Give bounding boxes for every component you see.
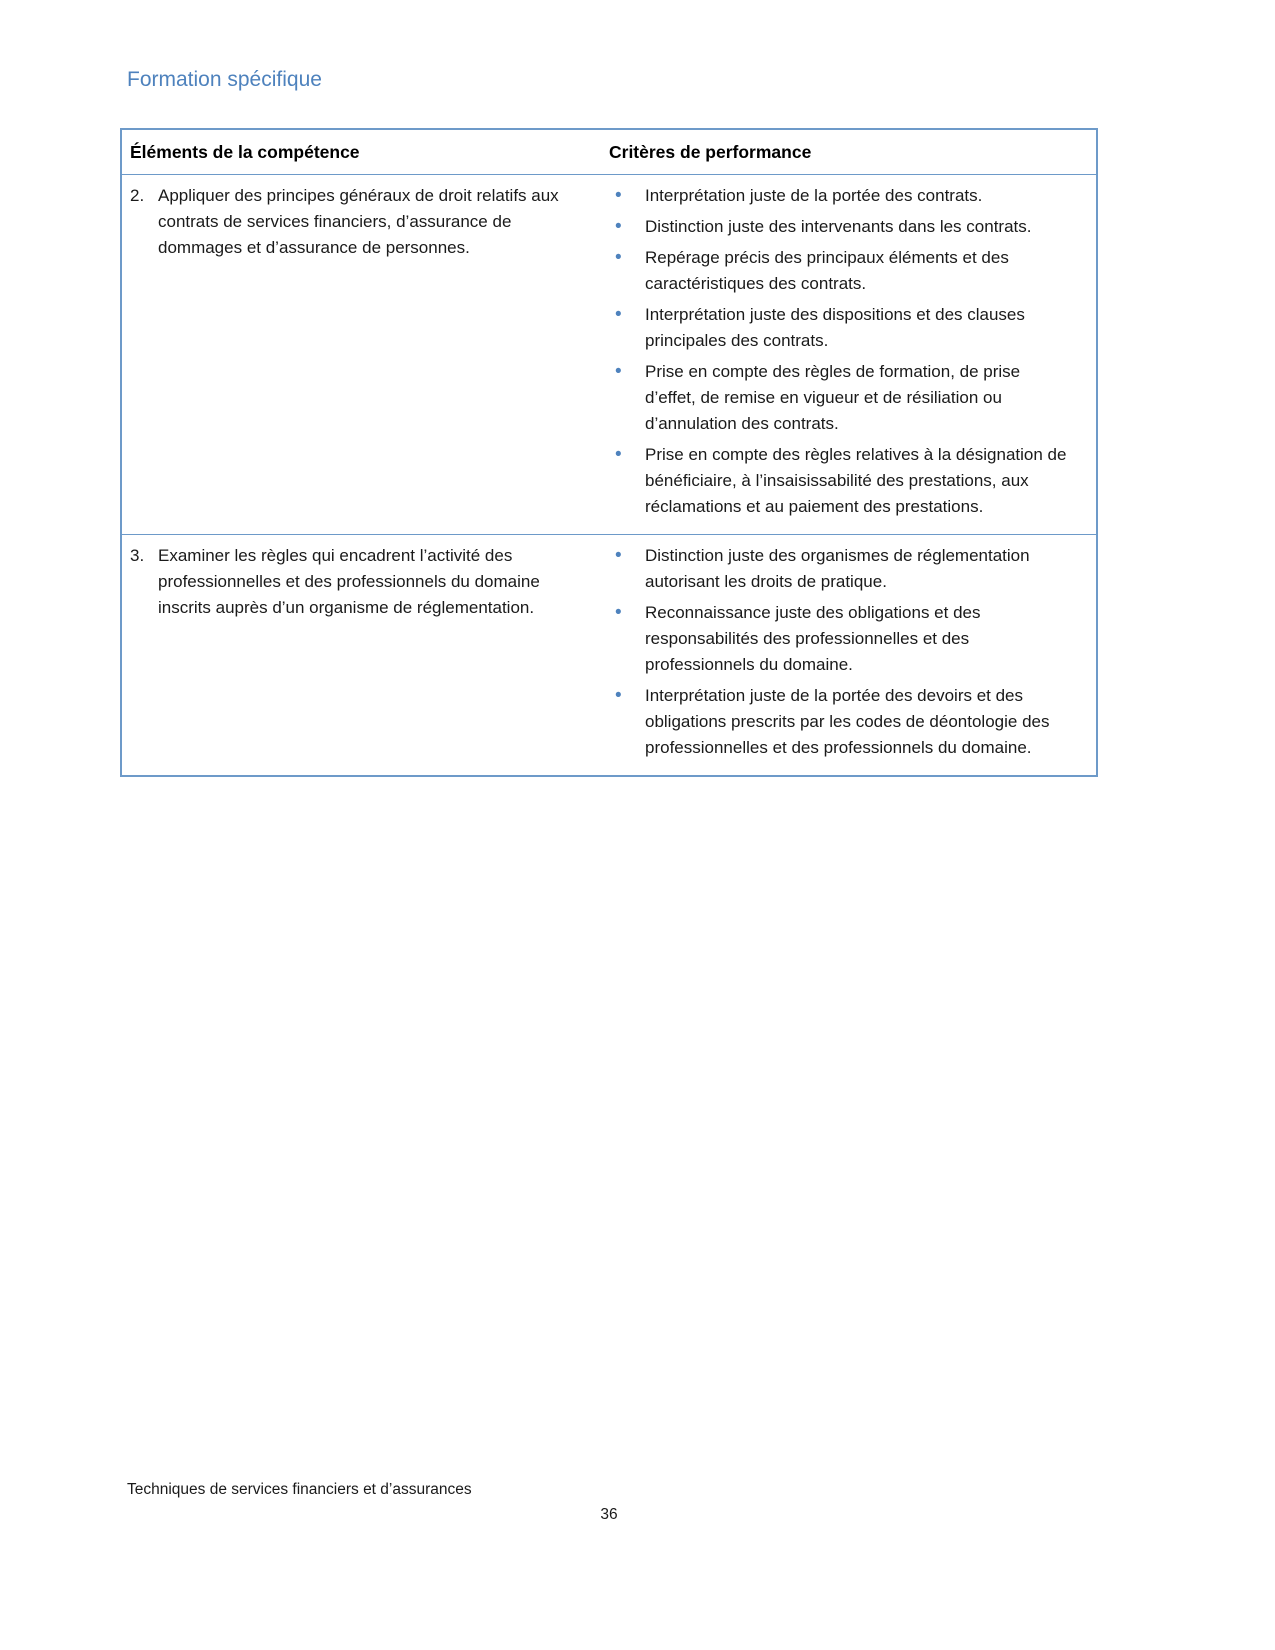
competence-table bbox=[120, 128, 1098, 777]
page-number: 36 bbox=[600, 1506, 618, 1523]
criterion: • Interprétation juste des dispositions et des clauses principales des contrats. bbox=[614, 302, 1074, 354]
criteria-list bbox=[614, 543, 1074, 761]
criterion: • Prise en compte des règles relatives à la désignation de bénéficiaire, à l’insaisissabilité des prestations, aux réclamations et au paiement des prestations. bbox=[614, 442, 1074, 520]
table-header-row bbox=[121, 129, 1097, 175]
table-row bbox=[121, 175, 1097, 535]
criterion: • Distinction juste des intervenants dans les contrats. bbox=[614, 214, 1074, 240]
table-row bbox=[121, 535, 1097, 777]
element-cell bbox=[121, 175, 601, 535]
criterion: • Interprétation juste de la portée des devoirs et des obligations prescrits par les codes de déontologie des professionnelles et des professionnels du domaine. bbox=[614, 683, 1074, 761]
element-cell bbox=[121, 535, 601, 777]
footer-document-title: Techniques de services financiers et d’assurances bbox=[127, 1481, 472, 1498]
column-header-elements: Éléments de la compétence bbox=[121, 129, 601, 175]
element-text: Examiner les règles qui encadrent l’activité des professionnelles et des professionnels du domaine inscrits auprès d’un organisme de réglementation. bbox=[158, 546, 540, 617]
criterion: • Reconnaissance juste des obligations et des responsabilités des professionnelles et des professionnels du domaine. bbox=[614, 600, 1074, 678]
criteria-cell bbox=[601, 175, 1097, 535]
criterion: • Interprétation juste de la portée des contrats. bbox=[614, 183, 1074, 209]
element-number: 2. bbox=[130, 186, 145, 205]
criterion: • Prise en compte des règles de formation, de prise d’effet, de remise en vigueur et de résiliation ou d’annulation des contrats. bbox=[614, 359, 1074, 437]
element-text: Appliquer des principes généraux de droit relatifs aux contrats de services financiers, d’assurance de dommages et d’assurance de personnes. bbox=[158, 186, 559, 257]
element-number: 3. bbox=[130, 546, 145, 565]
column-header-criteria: Critères de performance bbox=[601, 129, 1097, 175]
criteria-list bbox=[614, 183, 1074, 520]
section-label: Formation spécifique bbox=[127, 68, 322, 91]
criterion: • Distinction juste des organismes de réglementation autorisant les droits de pratique. bbox=[614, 543, 1074, 595]
criterion: • Repérage précis des principaux éléments et des caractéristiques des contrats. bbox=[614, 245, 1074, 297]
criteria-cell bbox=[601, 535, 1097, 777]
